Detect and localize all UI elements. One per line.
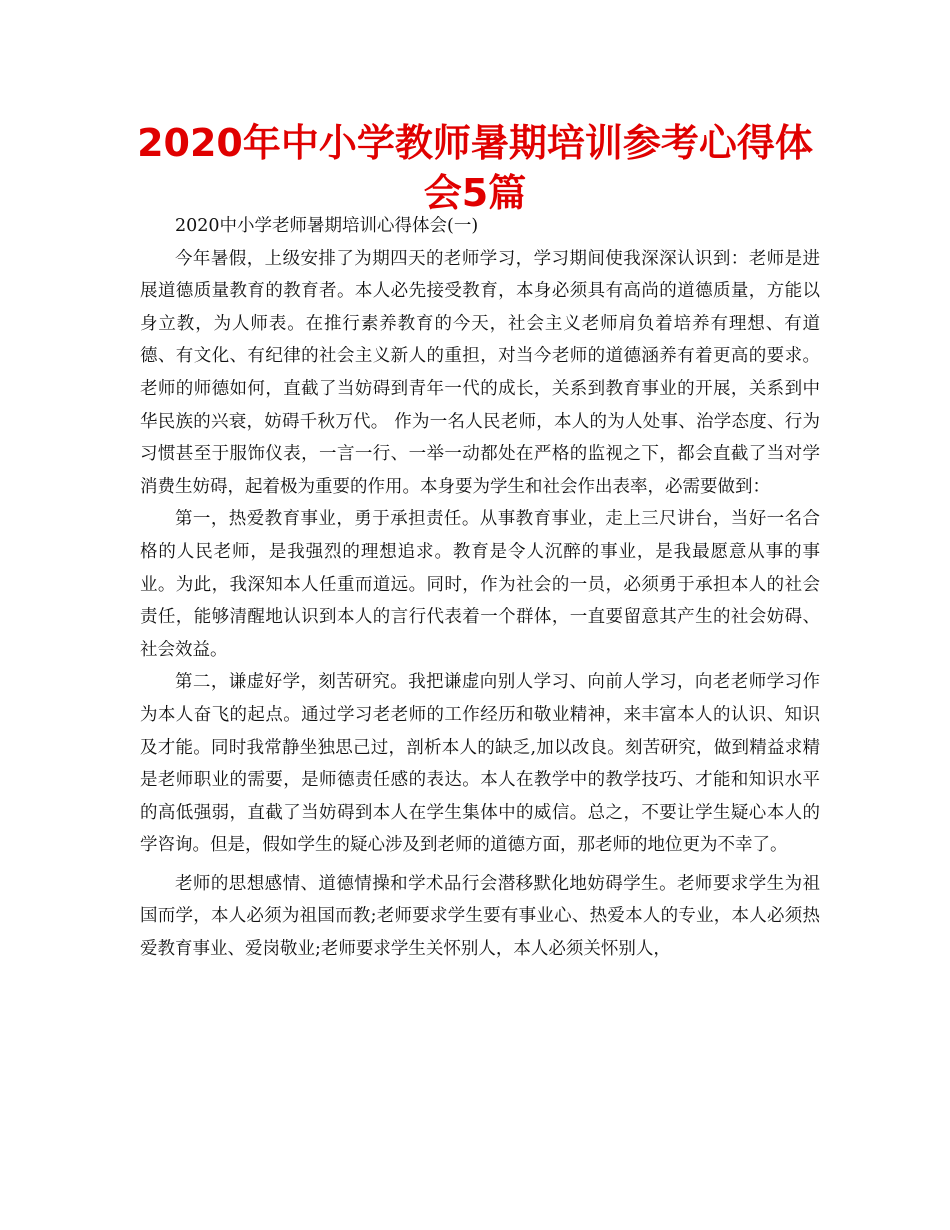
paragraph-teacher-influence: 老师的思想感情、道德情操和学术品行会潜移默化地妨碍学生。老师要求学生为祖国而学，本人必须为祖国而教;老师要求学生要有事业心、热爱本人的专业，本人必须热爱教育事业、爱岗敬业;老师要求学生关怀别人，本人必须关怀别人，: [140, 873, 820, 960]
document-title: 2020年中小学教师暑期培训参考心得体会5篇: [137, 121, 813, 215]
document-body: [140, 210, 820, 966]
paragraph-intro: 今年暑假，上级安排了为期四天的老师学习，学习期间使我深深认识到：老师是进展道德质量教育的教育者。本人必先接受教育，本身必须具有高尚的道德质量，方能以身立教，为人师表。在推行素养教育的今天，社会主义老师肩负着培养有理想、有道德、有文化、有纪律的社会主义新人的重担，对当今老师的道德涵养有着更高的要求。老师的师德如何，直截了当妨碍到青年一代的成长，关系到教育事业的开展，关系到中华民族的兴衰，妨碍千秋万代。 作为一名人民老师，本人的为人处事、治学态度、行为习惯甚至于服饰仪表，一言一行、一举一动都处在严格的监视之下，都会直截了当对学消费生妨碍，起着极为重要的作用。本身要为学生和社会作出表率，必需要做到：: [140, 248, 820, 497]
paragraph-second-point: 第二，谦虚好学，刻苦研究。我把谦虚向别人学习、向前人学习，向老老师学习作为本人奋飞的起点。通过学习老老师的工作经历和敬业精神，来丰富本人的认识、知识及才能。同时我常静坐独思己过，剖析本人的缺乏,加以改良。刻苦研究，做到精益求精是老师职业的需要，是师德责任感的表达。本人在教学中的教学技巧、才能和知识水平的高低强弱，直截了当妨碍到本人在学生集体中的威信。总之，不要让学生疑心本人的学咨询。但是，假如学生的疑心涉及到老师的道德方面，那老师的地位更为不幸了。: [140, 672, 820, 856]
paragraph-first-point: 第一，热爱教育事业，勇于承担责任。从事教育事业，走上三尺讲台，当好一名合格的人民老师，是我强烈的理想追求。教育是令人沉醉的事业，是我最愿意从事的事业。为此，我深知本人任重而道远。同时，作为社会的一员，必须勇于承担本人的社会责任，能够清醒地认识到本人的言行代表着一个群体，一直要留意其产生的社会妨碍、社会效益。: [140, 509, 820, 660]
section-subheading: 2020中小学老师暑期培训心得体会(一): [175, 216, 479, 236]
